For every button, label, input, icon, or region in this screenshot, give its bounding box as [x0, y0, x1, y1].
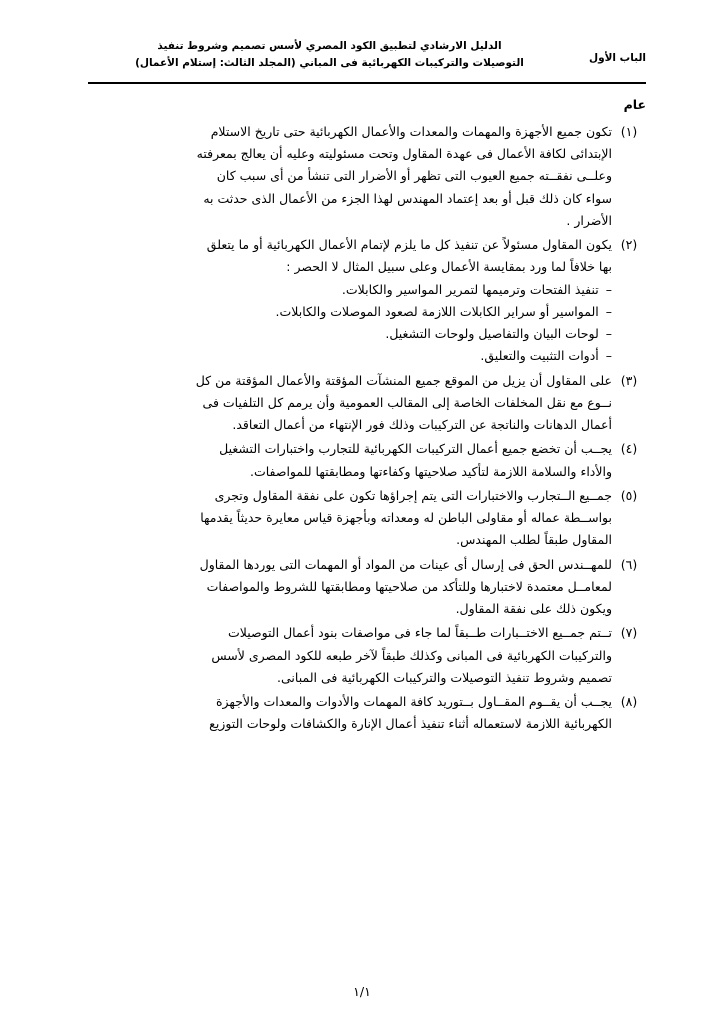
clause-line: الكهربائية اللازمة لاستعماله أثناء تنفيذ أعمال الإنارة والكشافات ولوحات التوزيع: [209, 716, 612, 732]
clause-line: نــوع مع نقل المخلفات الخاصة إلى المقالب العمومية وأن يرمم كل التلفيات فى: [202, 394, 612, 410]
bullet-list-item: [88, 323, 612, 345]
clause-line: بواســطة عماله أو مقاولى الباطن له ومعداته وبأجهزة قياس معايرة حديثاً يقدمها: [200, 510, 612, 525]
clause-line: أعمال الدهانات والناتجة عن التركيبات وذلك فور الإنتهاء من أعمال التعاقد.: [232, 417, 612, 432]
clause-text: [88, 234, 612, 368]
clause-line: يجــب أن يقــوم المقــاول بــتوريد كافة المهمات والأدوات والمعدات والأجهزة: [215, 694, 612, 709]
clause-text: [88, 370, 612, 437]
clause-line: سواء كان ذلك قبل أو بعد إعتماد المهندس لهذا الجزء من الأعمال الذى حدثت به: [203, 190, 612, 206]
clause-line: تكون جميع الأجهزة والمهمات والمعدات والأعمال الكهربائية حتى تاريخ الاستلام: [210, 123, 612, 139]
section-title: عام: [623, 97, 646, 112]
clause-line: للمهــندس الحق فى إرسال أى عينات من المواد أو المهمات التى يوردها المقاول: [199, 556, 612, 572]
bullet-dash-icon: –: [605, 348, 612, 364]
clause-text: [88, 622, 612, 689]
clause-line: ويكون ذلك على نفقة المقاول.: [455, 601, 612, 616]
clause-number: (٤): [620, 441, 638, 457]
clause-text: [88, 554, 612, 621]
header-title-block: [88, 38, 571, 72]
clause-line: جمــيع الــتجارب والاختبارات التى يتم إجراؤها تكون على نفقة المقاول وتجرى: [214, 487, 612, 503]
bullet-list-item: [88, 345, 612, 367]
page-header: [88, 38, 646, 72]
clause-number: (٦): [620, 556, 638, 572]
page-footer: [0, 984, 724, 999]
clause-line: والأداء والسلامة اللازمة لتأكيد صلاحيتها وكفاءتها ومطابقتها للمواصفات.: [249, 463, 612, 479]
bullet-dash-icon: –: [605, 326, 612, 341]
clause-number: (١): [620, 123, 638, 139]
clause-line: لمعامــل معتمدة لاختبارها وللتأكد من صلاحيتها ومطابقتها للشروط والمواصفات: [206, 578, 612, 594]
clause-text: [88, 691, 612, 736]
header-chapter-label: الباب الأول: [588, 52, 646, 64]
clause-line: الأضرار .: [566, 212, 612, 228]
clause-number: (٥): [620, 487, 638, 503]
clause-number: (٣): [620, 372, 638, 388]
clause-number: (٧): [620, 625, 638, 641]
bullet-text: تنفيذ الفتحات وترميمها لتمرير المواسير والكابلات.: [341, 281, 599, 297]
clause-line: وعلــى نفقــته جميع العيوب التى تظهر أو الأضرار التى تنشأ من أى سبب كان: [216, 168, 612, 184]
clause-text: [88, 438, 612, 483]
bullet-text: المواسير أو سراير الكابلات اللازمة لصعود الموصلات والكابلات.: [275, 303, 599, 319]
clause-number: (٢): [620, 237, 638, 252]
bullet-dash-icon: –: [605, 303, 612, 319]
clause-line: تــتم جمــيع الاختــبارات طــبقاً لما جاء فى مواصفات بنود أعمال التوصيلات: [227, 625, 612, 641]
clause-line: المقاول طبقاً لطلب المهندس.: [456, 532, 612, 548]
bullet-text: لوحات البيان والتفاصيل ولوحات التشغيل.: [385, 326, 599, 341]
clause-item: [88, 438, 646, 483]
clause-line: على المقاول أن يزيل من الموقع جميع المنشآت المؤقتة والأعمال المؤقتة من كل: [195, 372, 612, 388]
clause-item: [88, 691, 646, 736]
clause-text: [88, 485, 612, 552]
clause-line: تصميم وشروط تنفيذ التوصيلات والتركيبات الكهربائية فى المبانى.: [277, 669, 612, 685]
clause-item: [88, 485, 646, 552]
bullet-list-item: [88, 279, 612, 301]
clause-line: الإبتدائى لكافة الأعمال فى عهدة المقاول وتحت مسئوليته وعليه أن يعالج بمعرفته: [196, 146, 612, 161]
bullet-text: أدوات التثبيت والتعليق.: [480, 348, 599, 364]
document-body: [88, 96, 646, 738]
clause-text: [88, 121, 612, 232]
clause-list: [88, 121, 646, 736]
bullet-list-item: [88, 301, 612, 323]
clause-line: يجــب أن تخضع جميع أعمال التركيبات الكهربائية للتجارب واختبارات التشغيل: [219, 441, 612, 457]
bullet-dash-icon: –: [605, 281, 612, 297]
clause-line: يكون المقاول مسئولاً عن تنفيذ كل ما يلزم لإتمام الأعمال الكهربائية أو ما يتعلق: [206, 237, 612, 252]
clause-number: (٨): [620, 694, 638, 709]
clause-item: [88, 234, 646, 368]
header-divider-rule: [88, 82, 646, 84]
clause-item: [88, 121, 646, 232]
clause-line: والتركيبات الكهربائية فى المبانى وكذلك طبقاً لآخر طبعه للكود المصرى لأسس: [211, 647, 612, 663]
page-number: ١/١: [353, 984, 371, 999]
clause-item: [88, 622, 646, 689]
clause-item: [88, 370, 646, 437]
clause-bullet-list: [88, 279, 612, 368]
clause-line: بها خلافاً لما ورد بمقايسة الأعمال وعلى سبيل المثال لا الحصر :: [286, 259, 612, 275]
header-title-line-2: التوصيلات والتركيبات الكهربائية فى المباني (المجلد الثالث: إستلام الأعمال): [135, 57, 524, 69]
clause-item: [88, 554, 646, 621]
header-title-line-1: الدليل الارشادي لتطبيق الكود المصري لأسس تصميم وشروط تنفيذ: [157, 40, 502, 52]
